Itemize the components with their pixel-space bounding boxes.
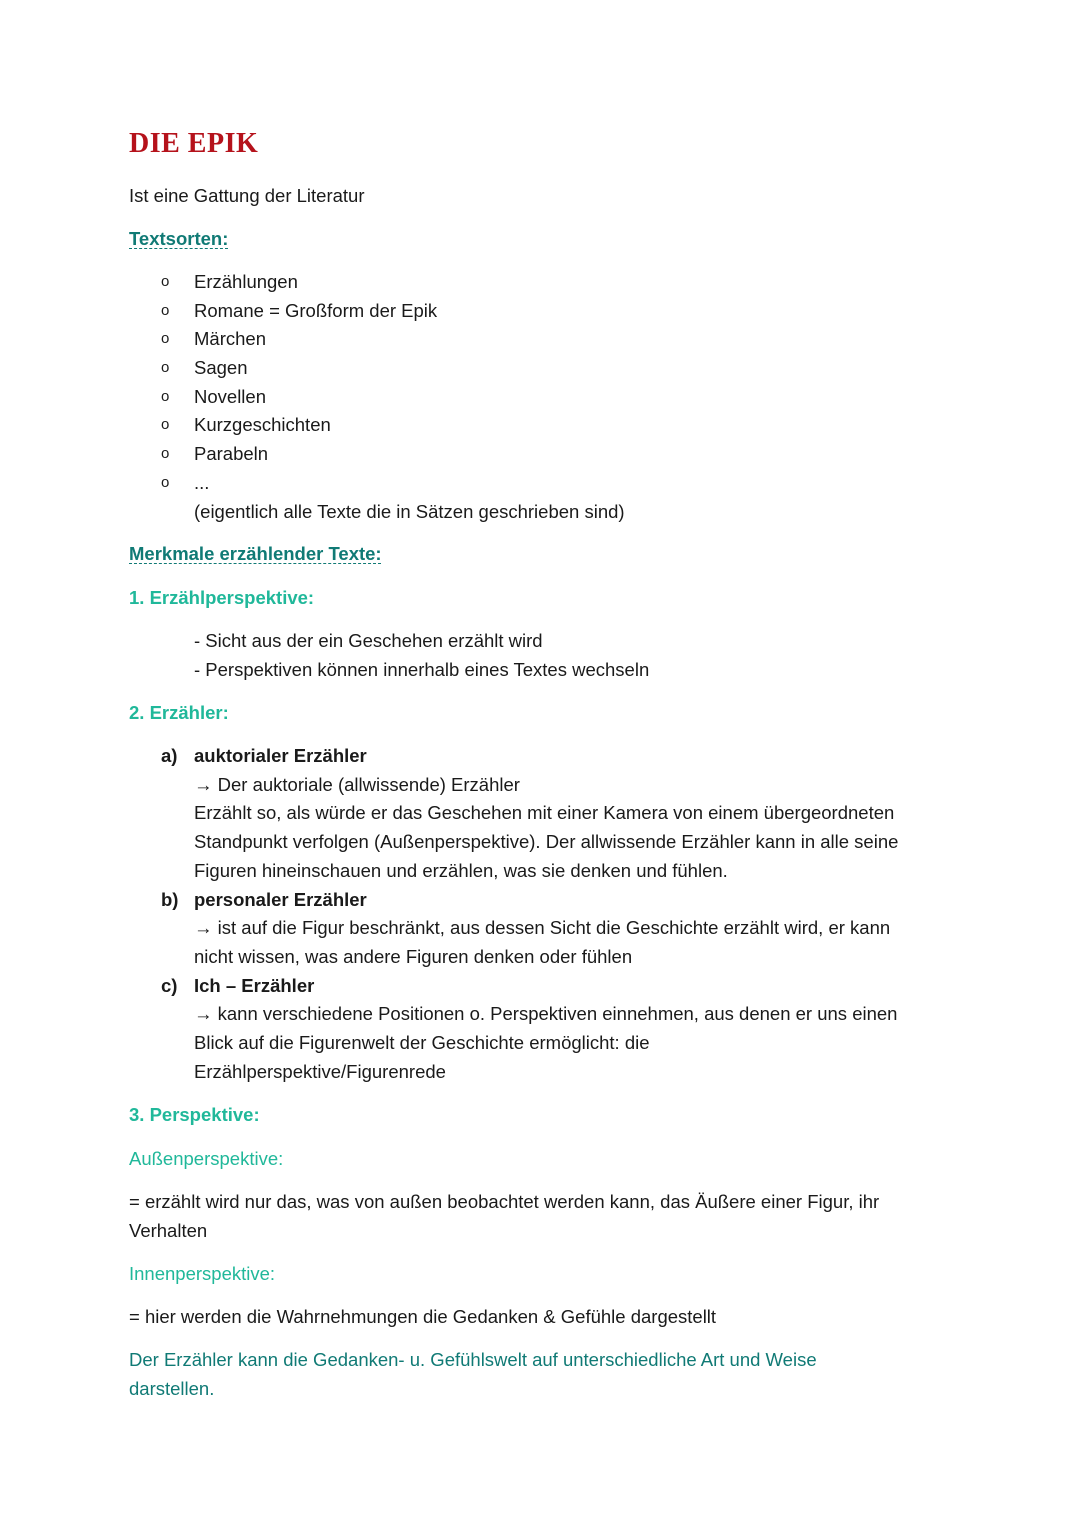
- page-title: DIE EPIK: [129, 128, 259, 159]
- circle-bullet-icon: o: [161, 359, 170, 377]
- narrator-line: nicht wissen, was andere Figuren denken oder fühlen: [194, 945, 633, 967]
- list-item: o Parabeln: [129, 440, 625, 469]
- narrator-line: Standpunkt verfolgen (Außenperspektive). Der allwissende Erzähler kann in alle seine: [194, 831, 899, 853]
- aussen-heading: Außenperspektive:: [129, 1148, 284, 1169]
- circle-bullet-icon: o: [161, 273, 170, 290]
- circle-bullet-icon: o: [161, 330, 170, 348]
- narrator-line: Blick auf die Figurenwelt der Geschichte ermöglicht: die: [194, 1032, 650, 1054]
- narrator-title: auktorialer Erzähler: [194, 745, 367, 766]
- list-note: (eigentlich alle Texte die in Sätzen geschrieben sind): [194, 500, 625, 522]
- list-item: o Erzählungen: [129, 268, 625, 297]
- textsorten-heading: Textsorten:: [129, 228, 229, 249]
- section1-heading: 1. Erzählperspektive:: [129, 587, 315, 608]
- section2-heading: 2. Erzähler:: [129, 702, 229, 723]
- narrator-list: [129, 742, 898, 1086]
- list-item: o Märchen: [129, 325, 625, 354]
- list-item: o Kurzgeschichten: [129, 411, 625, 440]
- merkmale-heading: Merkmale erzählender Texte:: [129, 543, 382, 564]
- narrator-line: Erzählperspektive/Figurenrede: [194, 1060, 446, 1082]
- circle-bullet-icon: o: [161, 445, 170, 463]
- circle-bullet-icon: o: [161, 301, 170, 319]
- narrator-line: → ist auf die Figur beschränkt, aus dessen Sicht die Geschichte erzählt wird, er kann: [194, 917, 891, 939]
- list-item: o ...: [129, 469, 625, 498]
- item-label: b): [161, 888, 179, 910]
- item-label: a): [161, 745, 178, 766]
- narrator-line: → Der auktoriale (allwissende) Erzähler: [194, 773, 520, 795]
- closing-line: Der Erzähler kann die Gedanken- u. Gefühlswelt auf unterschiedliche Art und Weise: [129, 1349, 817, 1370]
- narrator-line: Figuren hineinschauen und erzählen, was sie denken und fühlen.: [194, 859, 728, 881]
- narrator-item-ich: [129, 972, 898, 1087]
- innen-text: = hier werden die Wahrnehmungen die Gedanken & Gefühle dargestellt: [129, 1306, 717, 1327]
- intro-text: Ist eine Gattung der Literatur: [129, 185, 365, 206]
- section1-line: - Perspektiven können innerhalb eines Textes wechseln: [194, 659, 650, 680]
- list-item: o Sagen: [129, 354, 625, 383]
- section3-heading: 3. Perspektive:: [129, 1104, 260, 1125]
- section1-line: - Sicht aus der ein Geschehen erzählt wird: [194, 630, 543, 651]
- list-item: o Romane = Großform der Epik: [129, 297, 625, 326]
- innen-heading: Innenperspektive:: [129, 1263, 276, 1284]
- narrator-title: personaler Erzähler: [194, 888, 367, 910]
- circle-bullet-icon: o: [161, 473, 170, 491]
- narrator-line: → kann verschiedene Positionen o. Perspektiven einnehmen, aus denen er uns einen: [194, 1003, 898, 1025]
- narrator-title: Ich – Erzähler: [194, 974, 315, 996]
- narrator-line: Erzählt so, als würde er das Geschehen mit einer Kamera von einem übergeordneten: [194, 802, 895, 824]
- item-label: c): [161, 974, 178, 996]
- narrator-item-personal: [129, 886, 898, 972]
- aussen-line: Verhalten: [129, 1220, 208, 1241]
- circle-bullet-icon: o: [161, 416, 170, 434]
- closing-line: darstellen.: [129, 1378, 215, 1399]
- aussen-line: = erzählt wird nur das, was von außen beobachtet werden kann, das Äußere einer Figur, ihr: [129, 1191, 880, 1212]
- textsorten-list: [129, 268, 625, 526]
- narrator-item-auktorial: [129, 742, 898, 886]
- list-item: o Novellen: [129, 383, 625, 412]
- circle-bullet-icon: o: [161, 387, 170, 405]
